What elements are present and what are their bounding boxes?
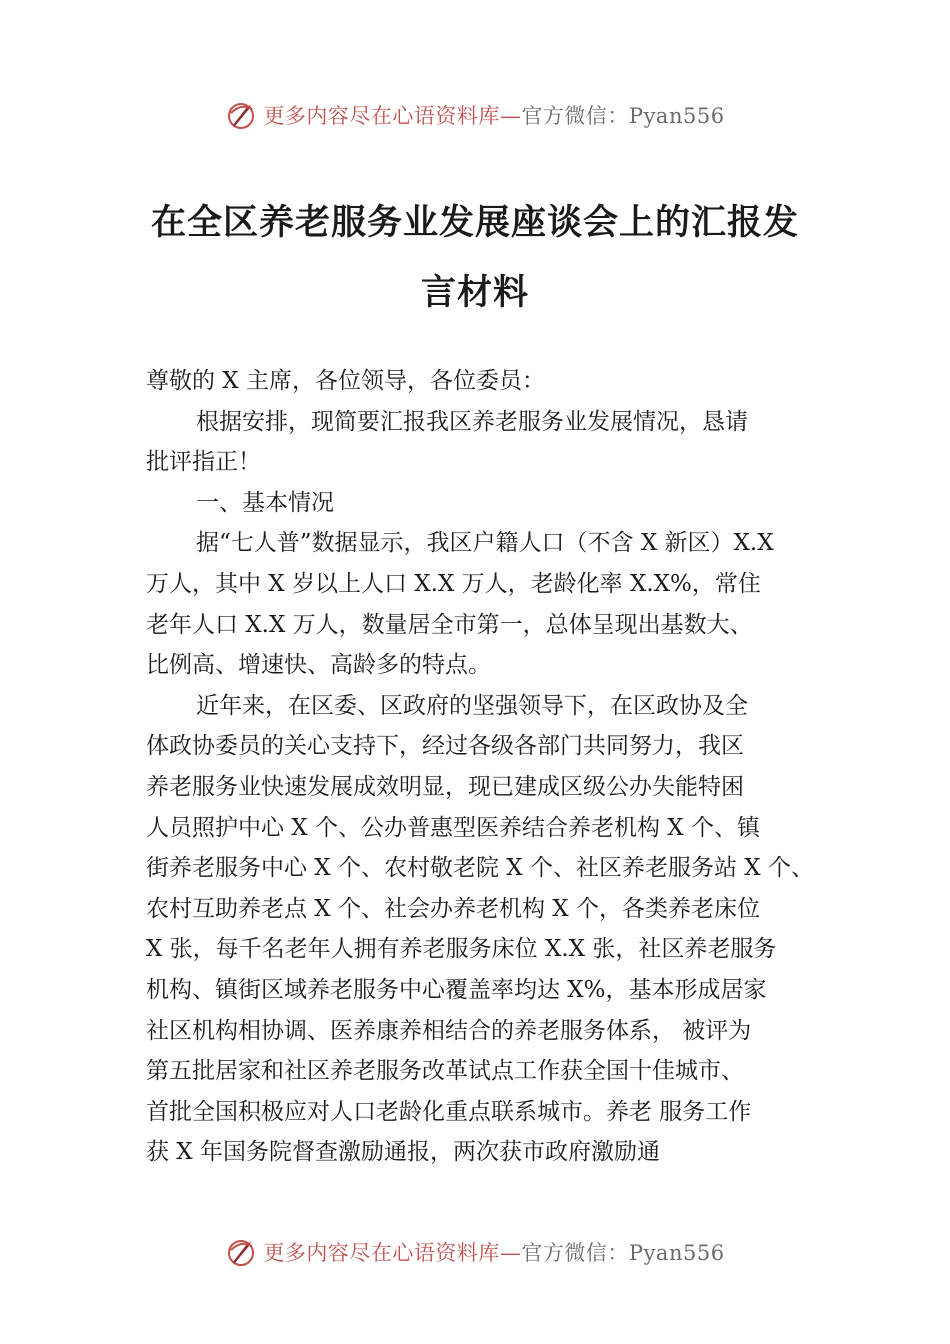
- banner-wechat-text: 官方微信：Pyan556: [521, 104, 725, 128]
- title-line-1: 在全区养老服务业发展座谈会上的汇报发: [150, 203, 799, 243]
- text-line: 农村互助养老点 X 个、社会办养老机构 X 个，各类养老床位: [146, 895, 760, 922]
- text-line: 街养老服务中心 X 个、农村敬老院 X 个、社区养老服务站 X 个、: [146, 855, 814, 882]
- text-line: 养老服务业快速发展成效明显，现已建成区级公办失能特困: [146, 773, 744, 800]
- text-line: 机构、镇街区域养老服务中心覆盖率均达 X%，基本形成居家: [146, 976, 767, 1003]
- text-line: 老年人口 X.X 万人，数量居全市第一，总体呈现出基数大、: [146, 611, 753, 638]
- header-watermark-banner: [0, 95, 950, 135]
- text-line: 首批全国积极应对人口老龄化重点联系城市。养老 服务工作: [146, 1098, 752, 1125]
- document-title: [150, 188, 800, 328]
- text-line: 第五批居家和社区养老服务改革试点工作获全国十佳城市、: [146, 1058, 744, 1085]
- banner-wechat-text: 官方微信：Pyan556: [521, 1241, 725, 1265]
- banner-dash: —: [499, 1241, 522, 1265]
- text-line: 人员照护中心 X 个、公办普惠型医养结合养老机构 X 个、镇: [146, 814, 760, 841]
- title-line-2: 言材料: [420, 273, 529, 313]
- text-line: 比例高、增速快、高龄多的特点。: [146, 652, 491, 679]
- text-line: 社区机构相协调、医养康养相结合的养老服务体系， 被评为: [146, 1017, 752, 1044]
- heading-text: 一、基本情况: [196, 489, 334, 516]
- banner-main-text: 更多内容尽在心语资料库: [263, 1241, 500, 1265]
- salutation: [146, 361, 846, 402]
- paragraph-population: [146, 523, 846, 685]
- text-line: 近年来，在区委、区政府的坚强领导下，在区政协及全: [196, 692, 748, 719]
- text-line: 批评指正！: [146, 449, 261, 476]
- paragraph-achievements: [146, 686, 846, 1173]
- text-line: 万人，其中 X 岁以上人口 X.X 万人，老龄化率 X.X%，常住: [146, 570, 761, 597]
- text-line: 获 X 年国务院督查激励通报，两次获市政府激励通: [146, 1139, 660, 1166]
- text-line: X 张，每千名老年人拥有养老服务床位 X.X 张，社区养老服务: [146, 936, 777, 963]
- text-line: 据“七人普”数据显示，我区户籍人口（不含 X 新区）X.X: [196, 530, 774, 557]
- document-body: [146, 361, 846, 1173]
- quill-pen-logo-icon: [225, 99, 257, 131]
- banner-dash: —: [499, 104, 522, 128]
- footer-watermark-banner: [0, 1232, 950, 1272]
- text-line: 根据安排，现简要汇报我区养老服务业发展情况，恳请: [196, 408, 748, 435]
- text-line: 体政协委员的关心支持下，经过各级各部门共同努力，我区: [146, 733, 744, 760]
- banner-main-text: 更多内容尽在心语资料库: [263, 104, 500, 128]
- section-heading: [146, 483, 846, 524]
- quill-pen-logo-icon: [225, 1236, 257, 1268]
- banner-text: [263, 100, 724, 130]
- paragraph-intro: [146, 402, 846, 483]
- salutation-text: 尊敬的 X 主席，各位领导，各位委员：: [146, 368, 545, 394]
- banner-text: [263, 1237, 724, 1267]
